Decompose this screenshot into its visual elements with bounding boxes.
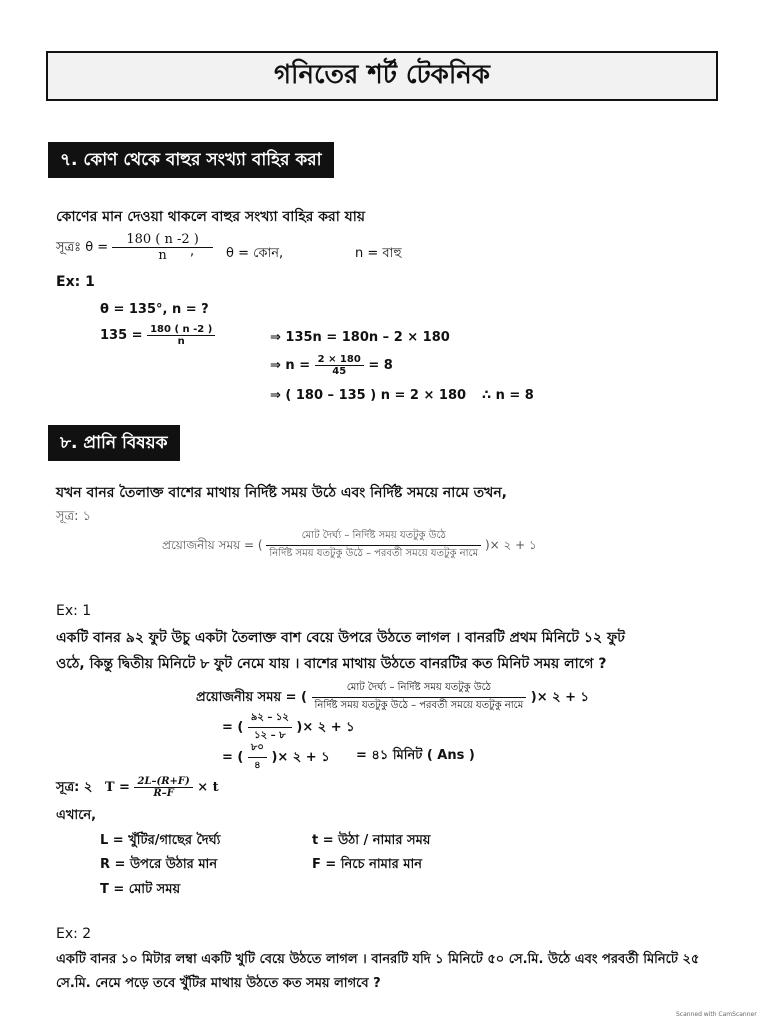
solution-label: প্রয়োজনীয় সময় = ( [196,690,307,705]
required-time-formula [162,528,537,563]
sutra-2-denominator: R–F [153,788,174,799]
required-time-fraction [266,528,481,563]
sutra-2 [56,776,219,799]
example-1-given: θ = 135°, n = ? [100,302,209,317]
solution-step-3-numerator: ৮০ [248,740,267,758]
example-2-2-line-1: একটি বানর ১০ মিটার লম্বা একটি খুটি বেয়ে উঠতে লাগল । বানরটি যদি ১ মিনিটে ৫০ সে.মি. উঠে এবং পরবর্তী মিনিটে ২৫ [56,952,700,967]
definition-T: T = মোট সময় [100,882,181,897]
example-2-1-label: Ex: 1 [56,603,92,619]
solution-step-2-numerator: ৯২ – ১২ [248,710,292,728]
example-2-2-line-2: সে.মি. নেমে পড়ে তবে খুঁটির মাথায় উঠতে কত সময় লাগবে ? [56,976,381,991]
section-8-intro: যখন বানর তৈলাক্ত বাশের মাথায় নির্দিষ্ট সময় উঠে এবং নির্দিষ্ট সময়ে নামে তখন, [56,485,507,501]
here-label: এখানে, [56,808,97,823]
example-1-equation [100,324,215,347]
sutra-1-label: সূত্র: ১ [56,509,92,524]
equation-fraction [147,324,215,347]
solution-step-2-denominator: ১২ – ৮ [254,730,286,741]
solution-step-3-suffix: )× ২ + ১ [271,750,330,765]
solution-step-2-prefix: = ( [222,720,244,735]
solution-step-3-denominator: ৪ [254,760,261,771]
required-time-denominator: নির্দিষ্ট সময় যতটুকু উঠে – পরবর্তী সময়ে যতটুকু নামে [269,548,479,559]
section-7-intro: কোণের মান দেওয়া থাকলে বাহুর সংখ্যা বাহির করা যায় [56,209,366,225]
formula-1-fraction [112,232,213,263]
required-time-suffix: )× ২ + ১ [484,538,537,552]
example-2-1-line-1: একটি বানর ৯২ ফুট উচু একটা তৈলাক্ত বাশ বেয়ে উপরে উঠতে লাগল । বানরটি প্রথম মিনিটে ১২ ফুট [56,630,625,646]
solution-step-3-fraction [248,740,267,775]
step-2-prefix: ⇒ n = [270,358,311,373]
theta-definition: θ = কোন, [226,246,284,261]
page-title-box [46,51,718,101]
example-1-label: Ex: 1 [56,274,95,290]
equation-denominator: n [177,336,185,347]
step-3: ⇒ ( 180 – 135 ) n = 2 × 180 [270,388,467,403]
solution-step-2-suffix: )× ২ + ১ [296,720,355,735]
page-title: গনিতের শর্ট টেকনিক [274,60,490,90]
formula-1-comma: , [190,244,195,259]
formula-1-prefix: সূত্রঃ θ = [56,240,109,255]
step-2-suffix: = 8 [368,358,393,373]
section-8-heading: ৮. প্রানি বিষয়ক [48,425,180,461]
required-time-numerator: মোট দৈর্ঘ্য – নির্দিষ্ট সময় যতটুকু উঠে [266,528,481,546]
required-time-label: প্রয়োজনীয় সময় = ( [162,538,263,552]
sutra-2-T: T = [104,780,130,795]
solution-suffix: )× ২ + ১ [530,690,589,705]
solution-numerator: মোট দৈর্ঘ্য – নির্দিষ্ট সময় যতটুকু উঠে [312,680,527,698]
solution-result: = ৪১ মিনিট ( Ans ) [356,748,475,763]
definition-F: F = নিচে নামার মান [312,857,423,872]
step-2-denominator: 45 [332,366,347,377]
sutra-2-label: সূত্র: ২ [56,780,93,795]
sutra-2-numerator: 2L–(R+F) [134,776,192,788]
solution-denominator: নির্দিষ্ট সময় যতটুকু উঠে – পরবর্তী সময়ে যতটুকু নামে [314,700,524,711]
equation-numerator: 180 ( n -2 ) [147,324,215,336]
step-result: ∴ n = 8 [482,388,534,403]
solution-step-3-prefix: = ( [222,750,244,765]
sutra-2-fraction [134,776,192,799]
scanner-watermark: Scanned with CamScanner [676,1011,757,1018]
section-7-heading: ৭. কোণ থেকে বাহুর সংখ্যা বাহির করা [48,142,334,178]
step-2-fraction [315,354,364,377]
step-1: ⇒ 135n = 180n – 2 × 180 [270,330,450,345]
sutra-2-suffix: × t [197,780,219,795]
definition-t: t = উঠা / নামার সময় [312,833,431,848]
example-2-1-line-2: ওঠে, কিন্তু দ্বিতীয় মিনিটে ৮ ফুট নেমে যায় । বাশের মাথায় উঠতে বানরটির কত মিনিট সময় লাগে ? [56,656,607,672]
step-2 [270,354,393,377]
equation-left: 135 = [100,328,143,343]
step-2-numerator: 2 × 180 [315,354,364,366]
definition-R: R = উপরে উঠার মান [100,857,218,872]
formula-1-numerator: 180 ( n -2 ) [112,232,213,248]
n-definition: n = বাহু [355,246,402,261]
example-2-2-label: Ex: 2 [56,926,92,942]
definition-L: L = খুঁটির/গাছের দৈর্ঘ্য [100,833,221,848]
formula-1-denominator: n [158,248,167,263]
solution-step-3 [222,740,330,775]
